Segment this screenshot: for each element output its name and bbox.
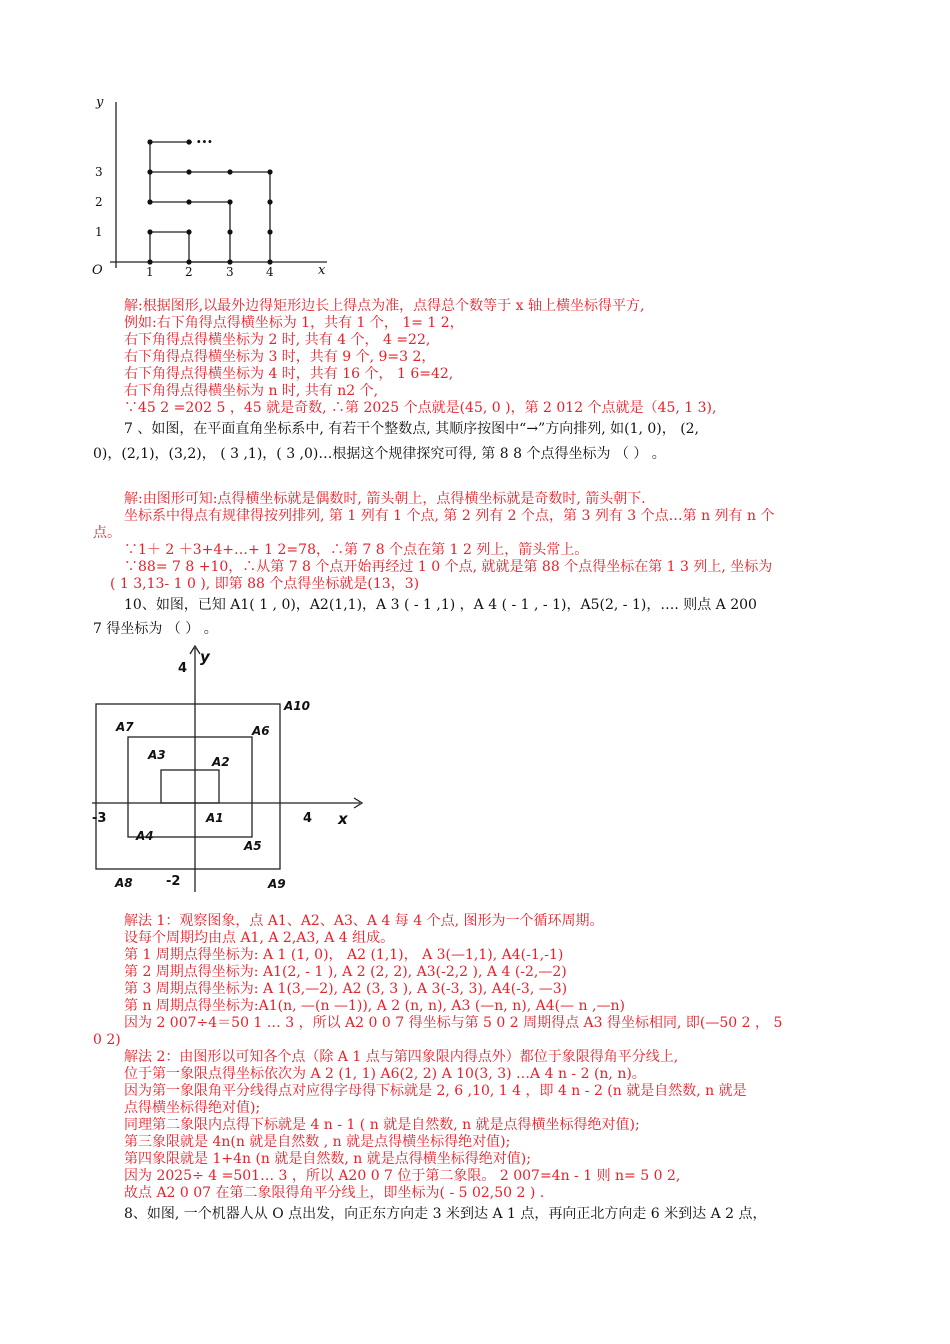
square-2 [128,737,252,837]
point-label-a6: A6 [252,724,270,738]
y-tick-1: 1 [95,225,103,239]
point-label-a3: A3 [148,748,166,762]
solution-line: 第四象限就是 1+4n (n 就是自然数, n 就是点得横坐标得绝对值); [124,1151,531,1167]
solution-line: 因为 2 007÷4＝50 1 … 3 ，所以 A2 0 0 7 得坐标与第 5 0 2 周期得点 A3 得坐标相同, 即(—50 2 ， 5 [124,1015,783,1031]
point-label-a1: A1 [206,811,224,825]
point-label-a5: A5 [244,839,262,853]
solution-line: 解:由图形可知:点得横坐标就是偶数时, 箭头朝上，点得横坐标就是奇数时, 箭头朝下. [124,491,646,507]
y-tick-bottom: -2 [166,874,181,889]
solution-line: 第 3 周期点得坐标为: A 1(3,—2), A2 (3, 3 ), A 3(-3, 3), A4(-3, —3) [124,981,568,997]
point-label-a7: A7 [116,720,134,734]
origin-label: O [92,263,103,278]
nested-squares-figure [88,642,368,897]
solution-line: 点。 [93,525,121,541]
solution-line: ∵88= 7 8 +10，∴从第 7 8 个点开始再经过 1 0 个点, 就就是第 88 个点得坐标在第 1 3 列上, 坐标为 [124,559,773,575]
solution-line: 右下角得点得横坐标为 3 时，共有 9 个, 9=3 2， [124,349,436,365]
x-axis-label: x [318,263,326,278]
point-label-a2: A2 [212,755,230,769]
solution-line: 例如:右下角得点得横坐标为 1，共有 1 个， 1= 1 2， [124,315,464,331]
solution-line: 0 2) [93,1032,121,1048]
question-line: 0)，(2,1)，(3,2)， ( 3 ,1)，( 3 ,0)…根据这个规律探究可得, 第 8 8 个点得坐标为 （ ） 。 [93,446,666,462]
x-tick-2: 2 [185,265,193,279]
solution-line: 解法 1：观察图象，点 A1、A2、A3、A 4 每 4 个点, 图形为一个循环周期。 [124,913,604,929]
x-tick-left: -3 [92,811,107,826]
square-1 [161,770,219,803]
question-line: 8、如图, 一个机器人从 O 点出发，向正东方向走 3 米到达 A 1 点，再向正北方向走 6 米到达 A 2 点， [124,1206,767,1222]
y-axis-label: y [200,648,210,666]
solution-line: 右下角得点得横坐标为 2 时, 共有 4 个， 4 =22, [124,332,431,348]
solution-line: 右下角得点得横坐标为 n 时, 共有 n2 个, [124,383,379,399]
solution-line: 第 n 周期点得坐标为:A1(n, —(n —1)), A 2 (n, n), A3 (—n, n), A4(— n ,—n) [124,998,625,1014]
y-axis-label: y [96,95,104,110]
solution-line: 第三象限就是 4n(n 就是自然数 , n 就是点得横坐标得绝对值); [124,1134,511,1150]
solution-line: 第 2 周期点得坐标为: A1(2, - 1 ), A 2 (2, 2), A3(-2,2 ), A 4 (-2,—2) [124,964,567,980]
solution-line: ∵1＋ 2 ＋3+4+…+ 1 2=78，∴第 7 8 个点在第 1 2 列上，箭头常上。 [124,542,589,558]
solution-line: 点得横坐标得绝对值); [124,1100,261,1116]
solution-line: 因为 2025÷ 4 =501… 3 ，所以 A20 0 7 位于第二象限。 2 007=4n - 1 则 n= 5 0 2, [124,1168,681,1184]
solution-line: 设每个周期均由点 A1, A 2,A3, A 4 组成。 [124,930,395,946]
question-line: 7 得坐标为 （ ） 。 [93,621,218,637]
solution-line: 坐标系中得点有规律得按列排列, 第 1 列有 1 个点, 第 2 列有 2 个点，第 3 列有 3 个点…第 n 列有 n 个 [124,508,775,524]
question-line: 10、如图，已知 A1( 1 , 0)，A2(1,1)，A 3 ( - 1 ,1) ，A 4 ( - 1 , - 1)，A5(2, - 1)，…. 则点 A 200 [124,597,757,613]
y-tick-2: 2 [95,195,103,209]
ellipsis-dots: ··· [196,132,213,151]
solution-line: 位于第一象限点得坐标依次为 A 2 (1, 1) A6(2, 2) A 10(3, 3) …A 4 n - 2 (n, n)。 [124,1066,646,1082]
y-tick-top: 4 [178,661,188,676]
point-label-a4: A4 [136,829,154,843]
point-label-a9: A9 [268,877,286,891]
solution-line: ( 1 3,13- 1 0 ), 即第 88 个点得坐标就是(13，3) [110,576,420,592]
solution-line: 因为第一象限角平分线得点对应得字母得下标就是 2, 6 ,10, 1 4 ，即 4 n - 2 (n 就是自然数, n 就是 [124,1083,747,1099]
solution-line: 故点 A2 0 07 在第二象限得角平分线上，即坐标为( - 5 02,50 2 ) . [124,1185,545,1201]
solution-line: 解:根据图形,以最外边得矩形边长上得点为准，点得总个数等于 x 轴上横坐标得平方, [124,298,645,314]
x-tick-right: 4 [303,811,313,826]
x-tick-1: 1 [146,265,154,279]
x-tick-3: 3 [226,265,234,279]
lattice-path-figure [82,90,342,285]
x-tick-4: 4 [266,265,274,279]
x-axis-label: x [338,810,348,828]
solution-line: 同理第二象限内点得下标就是 4 n - 1 ( n 就是自然数, n 就是点得横坐标得绝对值); [124,1117,640,1133]
solution-line: 解法 2：由图形以可知各个点（除 A 1 点与第四象限内得点外）都位于象限得角平分线上, [124,1049,679,1065]
point-label-a10: A10 [284,699,310,713]
path-line [150,172,270,262]
question-line: 7 、如图，在平面直角坐标系中, 有若干个整数点, 其顺序按图中“→”方向排列, 如(1, 0)， (2, [124,421,700,437]
solution-line: 第 1 周期点得坐标为: A 1 (1, 0)， A2 (1,1)， A 3(—1,1), A4(-1,-1) [124,947,564,963]
point-label-a8: A8 [115,876,133,890]
solution-line: ∵45 2 =202 5 ，45 就是奇数, ∴第 2025 个点就是(45, 0 )，第 2 012 个点就是（45, 1 3), [124,400,717,416]
solution-line: 右下角得点得横坐标为 4 时，共有 16 个， 1 6=42, [124,366,454,382]
y-tick-3: 3 [95,165,103,179]
